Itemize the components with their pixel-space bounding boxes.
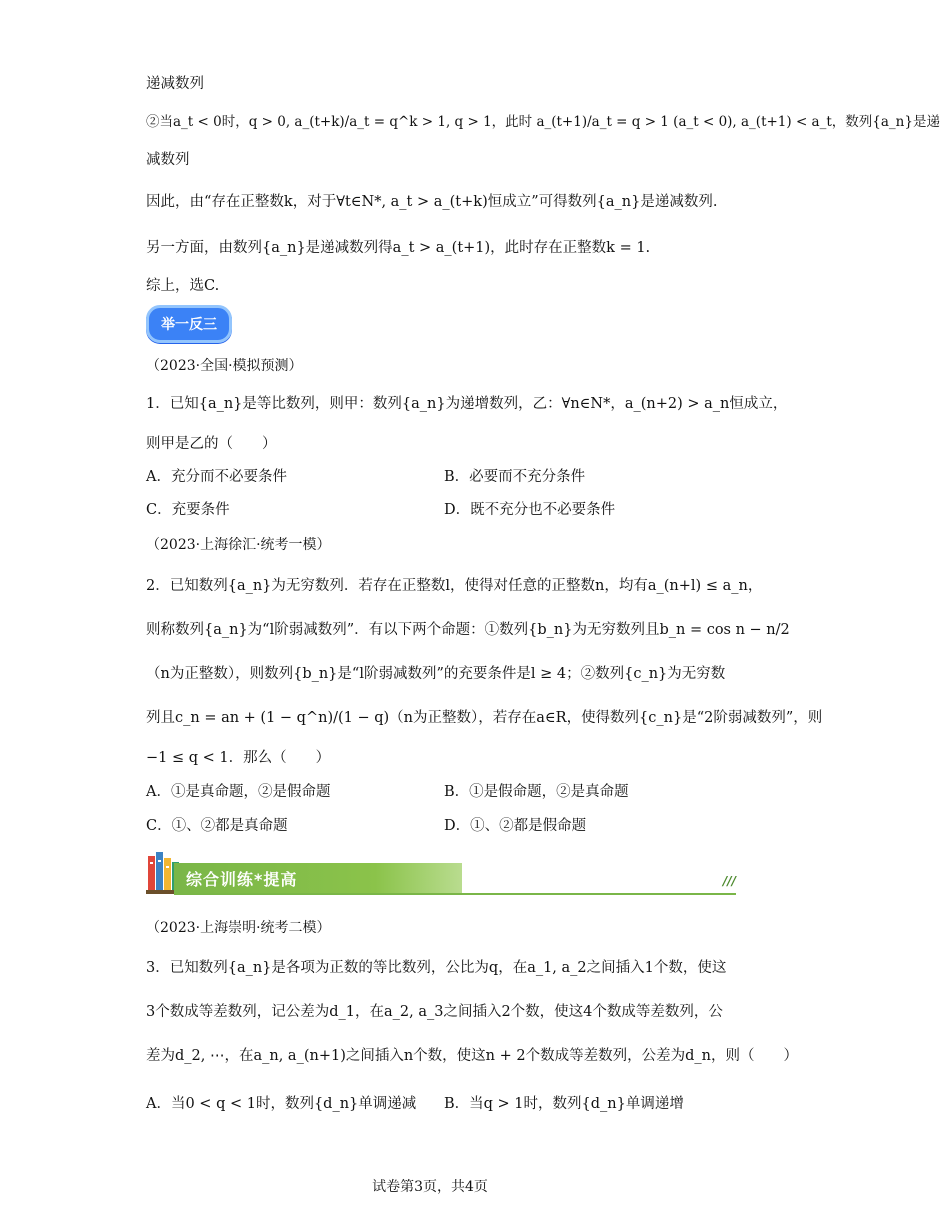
section-banner	[144, 852, 740, 896]
solution-line: 减数列	[146, 152, 190, 168]
question-line: 1．已知{a_n}是等比数列，则甲：数列{a_n}为递增数列，乙：∀n∈N*，a_(n+2) > a_n恒成立，	[146, 396, 788, 412]
question-line: 列且c_n = an + (1 − q^n)/(1 − q)（n为正整数），若存在a∈R，使得数列{c_n}是“2阶弱减数列”，则	[146, 710, 823, 726]
question-line: （n为正整数），则数列{b_n}是“l阶弱减数列”的充要条件是l ≥ 4；②数列{c_n}为无穷数	[146, 666, 726, 682]
question-line: 差为d_2, ⋯，在a_n, a_(n+1)之间插入n个数，使这n + 2个数成等差数列，公差为d_n，则（ ）	[146, 1048, 798, 1064]
option-c: C．充要条件	[146, 502, 230, 518]
question-line: 则称数列{a_n}为“l阶弱减数列”．有以下两个命题：①数列{b_n}为无穷数列且b_n = cos n − n/2	[146, 622, 790, 638]
section-badge: 举一反三	[146, 305, 232, 343]
option-a: A．充分而不必要条件	[146, 469, 287, 485]
question-line: 3个数成等差数列，记公差为d_1，在a_2, a_3之间插入2个数，使这4个数成等差数列，公	[146, 1004, 723, 1020]
solution-line: 另一方面，由数列{a_n}是递减数列得a_t > a_(t+1)，此时存在正整数k = 1.	[146, 240, 651, 256]
banner-rule	[174, 893, 736, 895]
question-source: （2023·上海崇明·统考二模）	[146, 920, 331, 936]
solution-line: ②当a_t < 0时，q > 0, a_(t+k)/a_t = q^k > 1, q > 1，此时 a_(t+1)/a_t = q > 1 (a_t < 0), a_(t+1) < a_t，数列{a_n}是递	[146, 114, 940, 130]
option-d: D．①、②都是假命题	[444, 818, 587, 834]
solution-line: 综上，选C.	[146, 278, 220, 294]
solution-line: 递减数列	[146, 76, 204, 92]
question-source: （2023·上海徐汇·统考一模）	[146, 537, 331, 553]
banner-title: 综合训练*提高	[186, 870, 298, 889]
option-c: C．①、②都是真命题	[146, 818, 288, 834]
option-b: B．必要而不充分条件	[444, 469, 586, 485]
question-line: −1 ≤ q < 1．那么（ ）	[146, 750, 331, 766]
option-a: A．当0 < q < 1时，数列{d_n}单调递减	[146, 1096, 417, 1112]
banner-slashes: ///	[722, 874, 736, 888]
option-d: D．既不充分也不必要条件	[444, 502, 616, 518]
question-line: 则甲是乙的（ ）	[146, 436, 277, 452]
solution-line: 因此，由“存在正整数k，对于∀t∈N*, a_t > a_(t+k)恒成立”可得数列{a_n}是递减数列.	[146, 194, 718, 210]
question-line: 3．已知数列{a_n}是各项为正数的等比数列，公比为q，在a_1, a_2之间插入1个数，使这	[146, 960, 727, 976]
option-b: B．当q > 1时，数列{d_n}单调递增	[444, 1096, 684, 1112]
question-source: （2023·全国·模拟预测）	[146, 358, 303, 374]
question-line: 2．已知数列{a_n}为无穷数列．若存在正整数l，使得对任意的正整数n，均有a_(n+l) ≤ a_n，	[146, 578, 763, 594]
option-b: B．①是假命题，②是真命题	[444, 784, 629, 800]
page-footer: 试卷第3页，共4页	[372, 1179, 488, 1195]
option-a: A．①是真命题，②是假命题	[146, 784, 331, 800]
